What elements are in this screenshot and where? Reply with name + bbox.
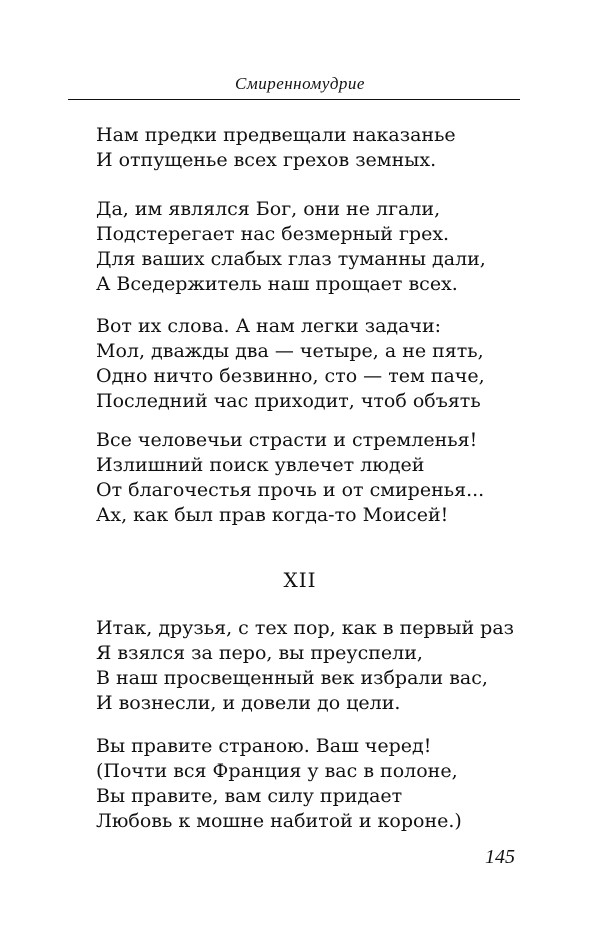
poem-line: Одно ничто безвинно, сто — тем паче, [96,365,485,387]
poem-line: Вы правите страною. Ваш черед! [96,735,432,757]
poem-line: Подстерегает нас безмерный грех. [96,223,450,245]
poem-line: Мол, дважды два — четыре, а не пять, [96,340,484,362]
poem-line: В наш просвещенный век избрали вас, [96,667,488,689]
poem-line: Вы правите, вам силу придает [96,785,403,807]
poem-line: Любовь к мошне набитой и короне.) [96,810,462,832]
poem-line: Я взялся за перо, вы преуспели, [96,642,423,664]
stanza-4 [96,428,484,528]
stanza-2 [96,197,486,297]
poem-line: И вознесли, и довели до цели. [96,692,401,714]
running-header: Смиренномудрие [235,74,365,93]
stanza-6 [96,734,462,834]
section-number: XII [283,568,317,592]
poem-line: Все человечьи страсти и стремленья! [96,429,478,451]
page-number: 145 [485,846,515,868]
poem-line: (Почти вся Франция у вас в полоне, [96,760,458,782]
poem-line: Нам предки предвещали наказанье [96,124,456,146]
poem-line: Итак, друзья, с тех пор, как в первый раз [96,617,515,639]
poem-line: А Вседержитель наш прощает всех. [96,273,458,295]
poem-line: И отпущенье всех грехов земных. [96,149,437,171]
poem-line: Последний час приходит, чтоб объять [96,390,481,412]
poem-line: Вот их слова. А нам легки задачи: [96,315,442,337]
poem-line: Да, им являлся Бог, они не лгали, [96,198,441,220]
poem-line: Излишний поиск увлечет людей [96,454,425,476]
poem-line: Ах, как был прав когда-то Моисей! [96,504,449,526]
stanza-3 [96,314,485,414]
poem-line: От благочестья прочь и от смиренья... [96,479,485,501]
header-rule [68,99,520,100]
poem-line: Для ваших слабых глаз туманны дали, [96,248,486,270]
stanza-1 [96,123,456,173]
stanza-5 [96,616,514,716]
